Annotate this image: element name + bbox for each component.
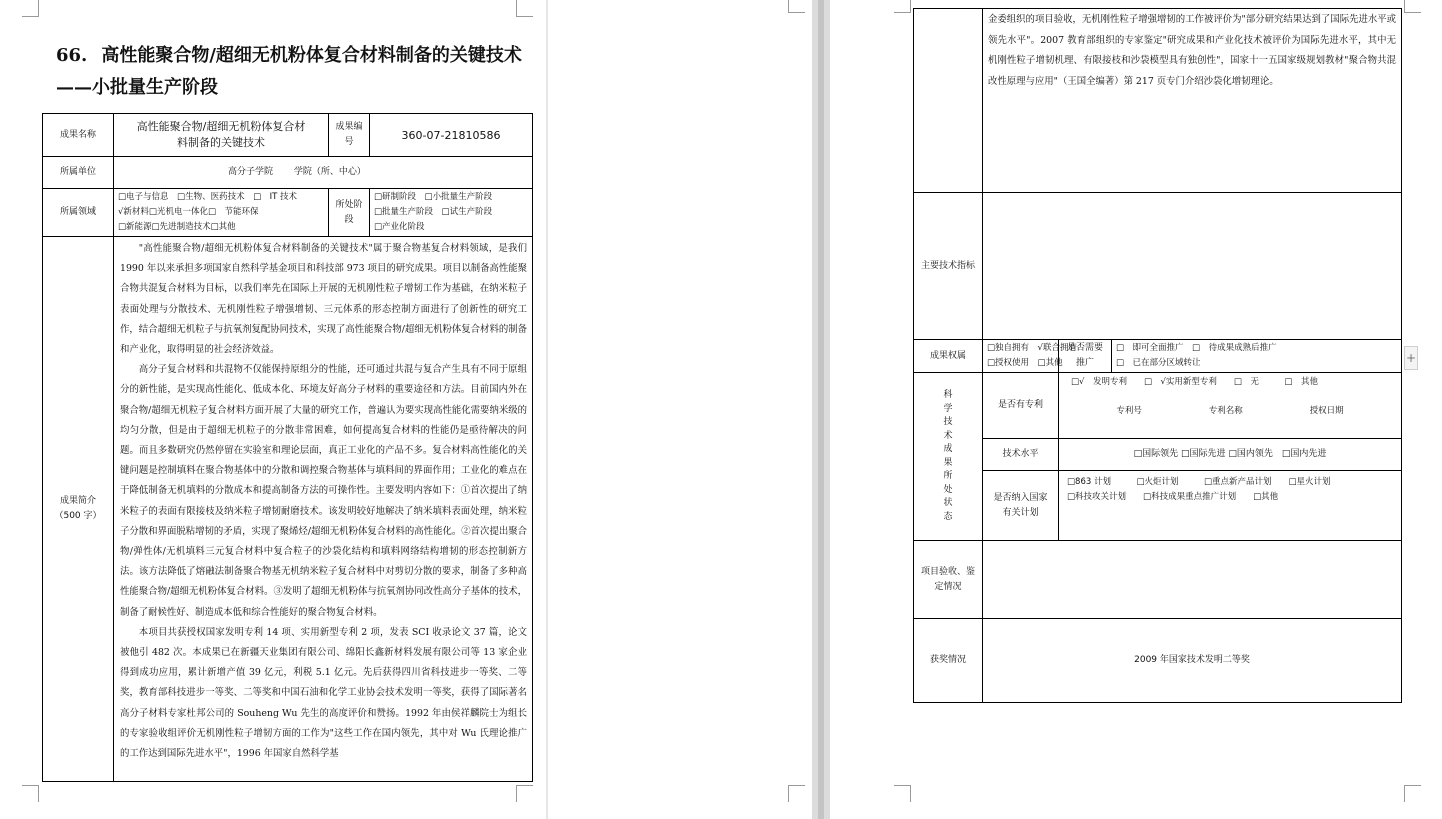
intro-paragraph: 高分子复合材料和共混物不仅能保持原组分的性能，还可通过共混与复合产生具有不同于原组分的新性能，是实现高性能化、低成本化、环境友好高分子材料的重要途径和方法。目前国内外在聚合物/超细无机粒子复合材料方面开展了大量的研究工作，普遍认为要实现高性能化需要纳米级的均匀分散，但是由于超细无机粒子的分散非常困难，如何提高复合材料的性能仍是亟待解决的问题。而且多数研究仍然停留在实验室和理论层面，真正工业化的产品不多。复合材料高性能化的关键问题是控制填料在聚合物基体中的分散和调控聚合物基体与填料间的界面作用；工业化的难点在于降低制备无机填料的分散成本和提高制备方法的可操作性。主要发明内容如下：①首次提出了纳米粒子的表面有限接枝及纳米粒子增韧耐磨技术。该发明较好地解决了纳米填料表面处理，纳米粒子分散和界面脱粘增韧的矛盾，实现了聚烯烃/超细无机粉体复合材料的高性能化。②首次提出聚合物/弹性体/无机填料三元复合材料中复合粒子的沙袋化结构和填料网络结构增韧的形态控制新方法。该方法降低了熔融法制备聚合物基无机纳米粒子复合材料中对剪切分散的要求，制备了多种高性能聚合物/超细无机粉体复合材料。③发明了超细无机粉体与抗氧剂协同改性高分子基体的技术，制备了耐候性好、制造成本低和综合性能好的聚合物复合材料。 [120,364,527,618]
status-label-char: 成 [943,444,953,454]
status-label-char: 处 [943,484,953,495]
form-row-name [43,114,533,157]
field-options [114,189,329,237]
patent-no-header: 专利号 [1116,406,1142,416]
patent-column-headers [1063,404,1397,419]
status-label-char: 科 [943,390,953,400]
plan-label: 是否纳入国家有关计划 [983,471,1059,541]
field-label: 所属领域 [43,189,114,237]
unit-cell [114,157,533,189]
status-label-char: 所 [943,471,953,481]
award-label: 获奖情况 [914,619,983,703]
patent-options[interactable]: □√ 发明专利 □ √实用新型专利 □ 无 □ 其他 [1071,377,1318,387]
form-row-main-tech [914,193,1402,340]
ownership-options [983,340,1077,373]
unit-label: 所属单位 [43,157,114,189]
status-label-char: 态 [943,511,953,522]
form-row-field [43,189,533,237]
document-heading [56,40,526,104]
form-row-award [914,619,1402,703]
achievement-form-table [42,113,533,782]
page-corner-mark [1404,785,1421,802]
page-corner-mark [1404,0,1421,13]
page-corner-mark [22,785,39,802]
form-row-patent [914,373,1402,439]
page-corner-mark [894,785,911,802]
award-value: 2009 年国家技术发明二等奖 [983,619,1402,703]
main-tech-value[interactable] [983,193,1402,340]
plan-option-line[interactable]: □科技攻关计划 □科技成果重点推广计划 □其他 [1067,492,1279,502]
heading-number: 66. [56,45,88,66]
ownership-option-line[interactable]: □授权使用 □其他 [987,358,1063,368]
status-label-char: 果 [943,457,953,468]
stage-label: 所处阶段 [329,189,370,237]
form-row-plan [914,471,1402,541]
appraisal-value[interactable] [983,541,1402,619]
form-row-appraisal [914,541,1402,619]
page-corner-mark [516,0,533,17]
document-page-blank [548,0,812,819]
intro-paragraph: 本项目共获授权国家发明专利 14 项、实用新型专利 2 项，发表 SCI 收录论文 37 篇，论文被他引 482 次。本成果已在新疆天业集团有限公司、绵阳长鑫新材料发展有限公司等 13 家企业得到成功应用，累计新增产值 39 亿元，利税 5.1 亿元。先后获得四川省科技进步一等奖、二等奖，教育部科技进步一等奖、二等奖和中国石油和化学工业协会技术发明一等奖，获得了国际著名高分子材料专家杜邦公司的 Souheng Wu 先生的高度评价和赞扬。1992 年由侯祥麟院士为组长的专家验收组评价无机刚性粒子增韧方面的工作为"这些工作在国内领先，其中对 Wu 氏理论推广的工作达到国际先进水平"，1996 年国家自然科学基 [120,626,527,760]
intro-label: 成果简介（500 字） [43,237,114,782]
stage-option-line[interactable]: □研制阶段 □小批量生产阶段 [374,192,493,202]
document-page-left [0,0,546,819]
status-label-char: 状 [943,498,953,508]
page-corner-mark [516,785,533,802]
plan-option-line[interactable]: □863 计划 □火炬计划 □重点新产品计划 □星火计划 [1067,477,1331,487]
tech-level-options[interactable]: □国际领先 □国际先进 □国内领先 □国内先进 [1059,439,1402,471]
promote-option-line[interactable]: □ 已在部分区域转让 [1116,358,1201,368]
ownership-label: 成果权属 [914,340,983,373]
form-row-tech-level [914,439,1402,471]
promote-label: 是否需要推广 [1059,340,1112,373]
continued-label-cell [914,9,983,193]
form-row-ownership [914,340,1402,373]
appraisal-label: 项目验收、鉴定情况 [914,541,983,619]
add-row-button[interactable]: + [1404,346,1418,370]
ownership-option-line[interactable]: □独自拥有 √联合拥有 [987,343,1077,353]
patent-cell [1059,373,1402,439]
plan-options [1059,471,1402,541]
page-corner-mark [788,785,805,802]
form-row-continued [914,9,1402,193]
achievement-no-value: 360-07-21810586 [370,114,533,157]
field-option-line[interactable]: □新能源□先进制造技术□其他 [118,222,236,232]
field-option-line[interactable]: √新材料□光机电一体化□ 节能环保 [118,207,259,217]
achievement-form-table-continued [913,8,1402,703]
page-corner-mark [788,0,805,13]
continued-text: 金委组织的项目验收，无机刚性粒子增强增韧的工作被评价为"部分研究结果达到了国际先进水平或领先水平"。2007 教育部组织的专家鉴定"研究成果和产业化技术被评价为国际先进水平，其中无机刚性粒子增韧机理、有限接枝和沙袋模型具有独创性"，国家十一五国家级规划教材"聚合物共混改性原理与应用"（王国全编著）第 217 页专门介绍沙袋化增韧理论。 [988,14,1397,87]
page-corner-mark [22,0,39,17]
form-row-unit [43,157,533,189]
achievement-no-label: 成果编号 [329,114,370,157]
tech-level-label: 技术水平 [983,439,1059,471]
unit-value-2: 学院（所、中心） [293,167,366,177]
intro-cell [114,237,533,782]
form-row-intro [43,237,533,782]
intro-body [114,237,532,781]
heading-title: 高性能聚合物/超细无机粉体复合材料制备的关键技术——小批量生产阶段 [56,45,522,98]
status-label-char: 学 [943,403,953,414]
promote-options [1112,340,1402,373]
main-tech-label: 主要技术指标 [914,193,983,340]
promote-option-line[interactable]: □ 即可全面推广 □ 待成果成熟后推广 [1116,343,1277,353]
patent-label: 是否有专利 [983,373,1059,439]
status-label-char: 技 [943,417,953,427]
unit-value: 高分子学院 [228,167,274,177]
stage-option-line[interactable]: □批量生产阶段 □试生产阶段 [374,207,493,217]
achievement-name-value: 高性能聚合物/超细无机粉体复合材料制备的关键技术 [114,114,329,157]
status-vertical-label [914,373,983,541]
page-corner-mark [894,0,911,13]
achievement-name-label: 成果名称 [43,114,114,157]
stage-options [370,189,533,237]
field-option-line[interactable]: □电子与信息 □生物、医药技术 □ IT 技术 [118,192,297,202]
patent-name-header: 专利名称 [1208,406,1243,416]
stage-option-line[interactable]: □产业化阶段 [374,222,425,232]
vertical-scrollbar[interactable] [818,0,824,819]
continued-cell [983,9,1402,193]
status-label-char: 术 [943,430,953,441]
document-page-right [830,0,1442,819]
intro-paragraph: "高性能聚合物/超细无机粉体复合材料制备的关键技术"属于聚合物基复合材料领域，是我们 1990 年以来承担多项国家自然科学基金项目和科技部 973 项目的研究成果。项目以制备高性能聚合物共混复合材料为目标，以我们率先在国际上开展的无机刚性粒子增韧工作为基础，在纳米粒子表面处理与分散技术、无机刚性粒子增强增韧、三元体系的形态控制方面进行了创新性的研究工作，结合超细无机粒子与抗氧剂复配协同技术，实现了高性能聚合物/超细无机粉体复合材料的制备和产业化，取得明显的社会经济效益。 [120,243,527,356]
patent-date-header: 授权日期 [1309,406,1344,416]
